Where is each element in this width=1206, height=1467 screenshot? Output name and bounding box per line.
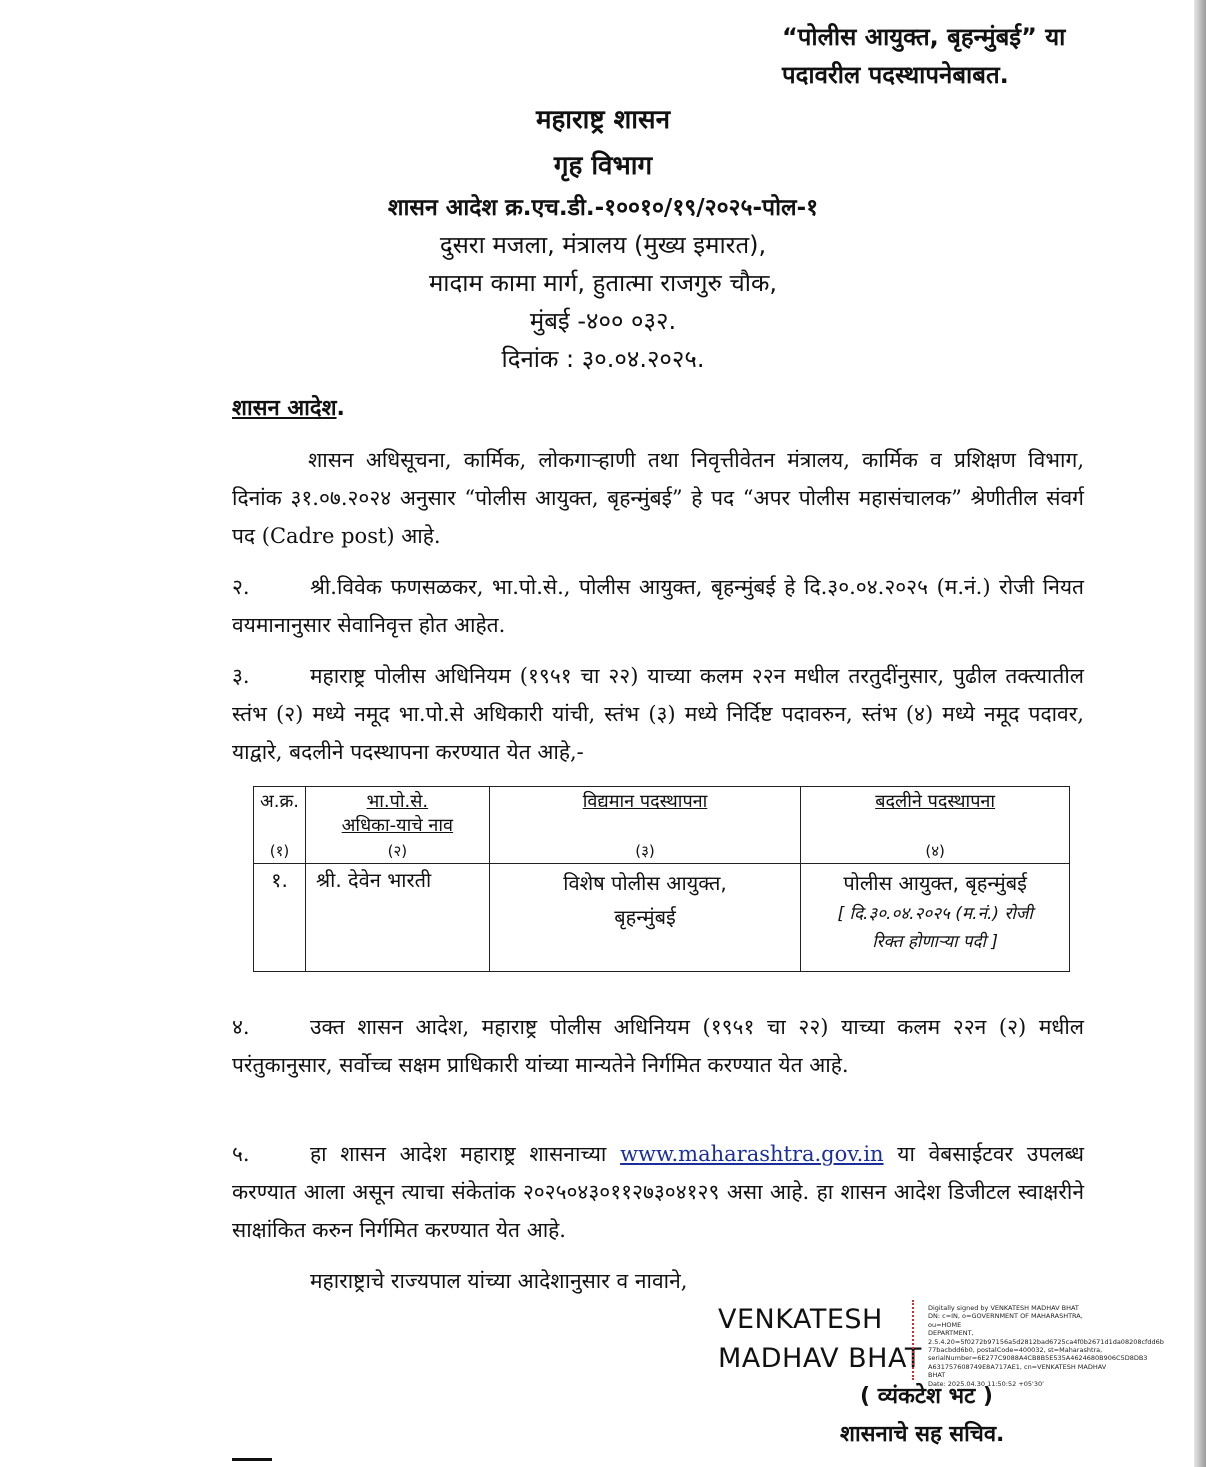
column-number-1: (१) (254, 839, 306, 864)
header-current-post (489, 787, 801, 840)
header-officer (305, 787, 489, 840)
department-name: गृह विभाग (553, 151, 653, 181)
paragraph-3-number: ३. (232, 664, 250, 688)
paragraph-1: शासन अधिसूचना, कार्मिक, लोकगाऱ्हाणी तथा निवृत्तीवेतन मंत्रालय, कार्मिक व प्रशिक्षण विभाग, दिनांक ३१.०७.२०२४ अनुसार “पोलीस आयुक्त, बृहन्मुंबई” हे पद “अपर पोलीस महासंचालक” श्रेणीतील संवर्ग पद (Cadre post) आहे. (232, 448, 1084, 548)
row-current-post-line-2: बृहन्मुंबई (614, 905, 676, 929)
signatory-designation: शासनाचे सह सचिव. (840, 1422, 1005, 1447)
row-serial: १. (254, 864, 306, 972)
digital-signature-block (928, 1304, 1164, 1388)
digital-signature-line: DEPARTMENT, (928, 1329, 974, 1338)
row-new-post-title: पोलीस आयुक्त, बृहन्मुंबई (843, 871, 1027, 895)
header-officer-line-2: अधिका-याचे नाव (341, 815, 454, 836)
order-date: दिनांक : ३०.०४.२०२५. (501, 345, 705, 373)
header-new-post (801, 787, 1070, 840)
row-current-post-line-1: विशेष पोलीस आयुक्त, (563, 871, 727, 895)
table-column-number-row (254, 839, 1070, 864)
row-current-post (489, 864, 801, 972)
closing-line: महाराष्ट्राचे राज्यपाल यांच्या आदेशानुसार व नावाने, (310, 1269, 688, 1293)
page-bottom-mark (232, 1458, 272, 1461)
row-new-post (801, 864, 1070, 972)
column-number-4: (४) (801, 839, 1070, 864)
paragraph-5-text-pre: हा शासन आदेश महाराष्ट्र शासनाच्या (310, 1142, 607, 1166)
section-heading-punct: . (336, 396, 345, 421)
order-number: शासन आदेश क्र.एच.डी.-१००१०/१९/२०२५-पोल-१ (387, 195, 819, 221)
paragraph-4-text: उक्त शासन आदेश, महाराष्ट्र पोलीस अधिनियम (१९५१ चा २२) याच्या कलम २२न (२) मधील परंतुकानुसार, सर्वोच्च सक्षम प्राधिकारी यांच्या मान्यतेने निर्गमित करण्यात येत आहे. (232, 1015, 1084, 1077)
posting-table (253, 786, 1070, 972)
signatory-name-marathi: ( व्यंकटेश भट ) (860, 1384, 993, 1409)
paragraph-3-text: महाराष्ट्र पोलीस अधिनियम (१९५१ चा २२) याच्या कलम २२न मधील तरतुदींनुसार, पुढील तक्त्यातील स्तंभ (२) मध्ये नमूद भा.पो.से अधिकारी यांची, स्तंभ (३) मध्ये निर्दिष्ट पदावरुन, स्तंभ (४) मध्ये नमूद पदावर, याद्वारे, बदलीने पदस्थापना करण्यात येत आहे,- (232, 664, 1084, 764)
paragraph-2-text: श्री.विवेक फणसळकर, भा.पो.से., पोलीस आयुक्त, बृहन्मुंबई हे दि.३०.०४.२०२५ (म.नं.) रोजी नियत वयमानानुसार सेवानिवृत्त होत आहेत. (232, 575, 1084, 637)
digital-signature-line: serialNumber=6E277C9088A4CB8B5E535A4624680B906C5D8DB3 (928, 1354, 1148, 1363)
column-number-2: (२) (305, 839, 489, 864)
row-new-post-note-1: [ दि.३०.०४.२०२५ (म.नं.) रोजी (837, 904, 1033, 924)
digital-signature-mark (912, 1300, 916, 1380)
header-current-post-text: विद्यमान पदस्थापना (582, 791, 708, 812)
paragraph-2-number: २. (232, 575, 250, 599)
digital-signature-line: A631757608749E8A717AE1, cn=VENKATESH MADHAV BHAT (928, 1362, 1107, 1380)
table-row (254, 864, 1070, 972)
signatory-name-line-2: MADHAV BHAT (718, 1343, 922, 1374)
address-line-3: मुंबई -४०० ०३२. (529, 307, 677, 335)
subject-line-2: पदावरील पदस्थापनेबाबत. (782, 61, 1009, 89)
row-officer-name: श्री. देवेन भारती (305, 864, 489, 972)
address-line-2: मादाम कामा मार्ग, हुतात्मा राजगुरु चौक, (428, 269, 778, 297)
table-header-row (254, 787, 1070, 840)
paragraph-4-number: ४. (232, 1015, 250, 1039)
row-new-post-note-2: रिक्त होणाऱ्या पदी ] (872, 932, 998, 952)
paragraph-5-text-post: या वेबसाईटवर उपलब्ध करण्यात आला असून त्याचा संकेतांक २०२५०४३०११२७३०४१२९ असा आहे. हा शासन आदेश डिजीटल स्वाक्षरीने साक्षांकित करुन निर्गमित करण्यात येत आहे. (232, 1142, 1085, 1242)
paragraph-5 (232, 1135, 1084, 1249)
header-serial: अ.क्र. (254, 787, 306, 840)
section-heading-text: शासन आदेश (232, 396, 337, 421)
digital-signature-line: DN: c=IN, o=GOVERNMENT OF MAHARASHTRA, ou=HOME (928, 1312, 1083, 1329)
subject-line-1: “पोलीस आयुक्त, बृहन्मुंबई” या (782, 23, 1066, 51)
digital-signature-line: Digitally signed by VENKATESH MADHAV BHAT (928, 1304, 1079, 1312)
digital-signature-line: 77bacbdd6b0, postalCode=400032, st=Maharashtra, (928, 1346, 1103, 1355)
signatory-name-english (718, 1300, 922, 1378)
paragraph-4 (232, 1008, 1084, 1084)
government-name: महाराष्ट्र शासन (535, 105, 671, 135)
subject-line (782, 18, 1112, 94)
section-heading (232, 392, 345, 422)
signatory-name-line-1: VENKATESH (718, 1304, 883, 1335)
digital-signature-line: Date: 2025.04.30 11:50:52 +05'30' (928, 1379, 1044, 1388)
header-new-post-text: बदलीने पदस्थापना (875, 791, 996, 812)
paragraph-5-number: ५. (232, 1142, 250, 1166)
website-link[interactable]: www.maharashtra.gov.in (620, 1142, 884, 1166)
header-officer-line-1: भा.पो.से. (366, 791, 429, 812)
address-line-1: दुसरा मजला, मंत्रालय (मुख्य इमारत), (439, 231, 767, 259)
paragraph-2 (232, 568, 1084, 644)
digital-signature-line: 2.5.4.20=5f0272b97156a5d2812bad6725ca4f0b2671d1da08208cfdd6b (928, 1337, 1164, 1346)
paragraph-3 (232, 657, 1084, 771)
column-number-3: (३) (489, 839, 801, 864)
